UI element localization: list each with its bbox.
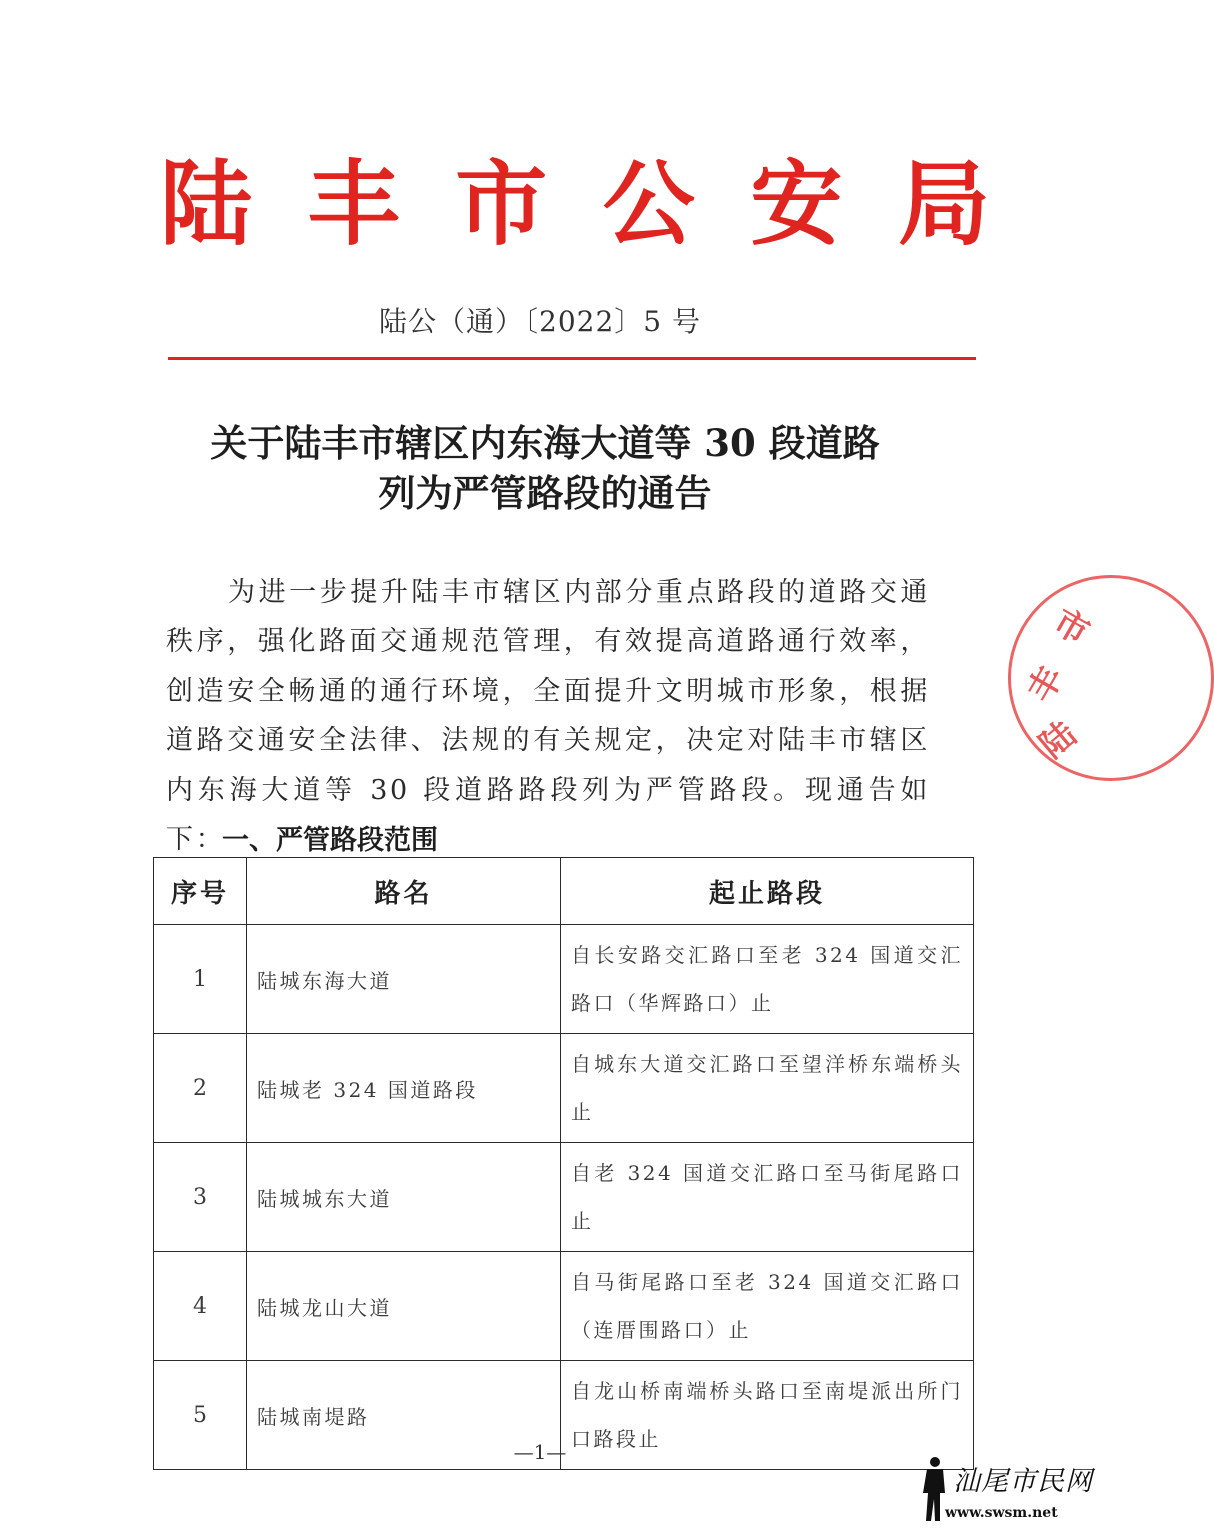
header-char: 陆 bbox=[160, 151, 253, 258]
road-range: 自老 324 国道交汇路口至马街尾路口止 bbox=[561, 1143, 974, 1252]
table-row bbox=[154, 1252, 974, 1361]
site-watermark bbox=[905, 1455, 1093, 1525]
notice-body-paragraph: 为进一步提升陆丰市辖区内部分重点路段的道路交通秩序，强化路面交通规范管理，有效提高道路通行效率，创造安全畅通的通行环境，全面提升文明城市形象，根据道路交通安全法律、法规的有关规定，决定对陆丰市辖区内东海大道等 30 段道路路段列为严管路段。现通告如下： bbox=[166, 577, 930, 856]
watermark-site-name: 汕尾市民网 bbox=[953, 1466, 1093, 1497]
column-header-road-name: 路名 bbox=[247, 858, 561, 925]
notice-title bbox=[150, 418, 940, 518]
strict-road-table bbox=[153, 857, 974, 1470]
header-char: 安 bbox=[750, 151, 843, 258]
official-seal-stamp bbox=[1008, 575, 1214, 781]
road-range: 自城东大道交汇路口至望洋桥东端桥头止 bbox=[561, 1034, 974, 1143]
table-row bbox=[154, 1034, 974, 1143]
header-char: 公 bbox=[602, 151, 695, 258]
seal-char: 市 bbox=[1046, 601, 1096, 654]
road-range: 自长安路交汇路口至老 324 国道交汇路口（华辉路口）止 bbox=[561, 925, 974, 1034]
document-number: 陆公（通）〔2022〕5 号 bbox=[379, 305, 701, 338]
table-row bbox=[154, 1143, 974, 1252]
header-char: 丰 bbox=[307, 151, 400, 258]
header-char: 市 bbox=[455, 151, 548, 258]
column-header-number: 序号 bbox=[154, 858, 247, 925]
issuing-authority-header bbox=[160, 145, 990, 265]
watermark-url: www.swsm.net bbox=[945, 1505, 1058, 1521]
page-number: —1— bbox=[513, 1440, 567, 1464]
road-name: 陆城东海大道 bbox=[247, 925, 561, 1034]
road-range: 自马街尾路口至老 324 国道交汇路口（连厝围路口）止 bbox=[561, 1252, 974, 1361]
table-row bbox=[154, 925, 974, 1034]
road-name: 陆城南堤路 bbox=[247, 1361, 561, 1470]
road-name: 陆城龙山大道 bbox=[247, 1252, 561, 1361]
road-range: 自龙山桥南端桥头路口至南堤派出所门口路段止 bbox=[561, 1361, 974, 1470]
road-name: 陆城城东大道 bbox=[247, 1143, 561, 1252]
table-header-row bbox=[154, 858, 974, 925]
header-char: 局 bbox=[897, 151, 990, 258]
row-number: 2 bbox=[154, 1034, 247, 1143]
row-number: 4 bbox=[154, 1252, 247, 1361]
column-header-range: 起止路段 bbox=[561, 858, 974, 925]
red-divider-line bbox=[168, 357, 976, 360]
notice-title-line: 关于陆丰市辖区内东海大道等 30 段道路 bbox=[210, 421, 880, 465]
notice-title-line: 列为严管路段的通告 bbox=[378, 471, 712, 515]
row-number: 1 bbox=[154, 925, 247, 1034]
seal-char: 陆 bbox=[1032, 713, 1085, 767]
road-name: 陆城老 324 国道路段 bbox=[247, 1034, 561, 1143]
section-heading: 一、严管路段范围 bbox=[222, 825, 438, 856]
row-number: 5 bbox=[154, 1361, 247, 1470]
seal-char: 丰 bbox=[1020, 659, 1072, 709]
row-number: 3 bbox=[154, 1143, 247, 1252]
